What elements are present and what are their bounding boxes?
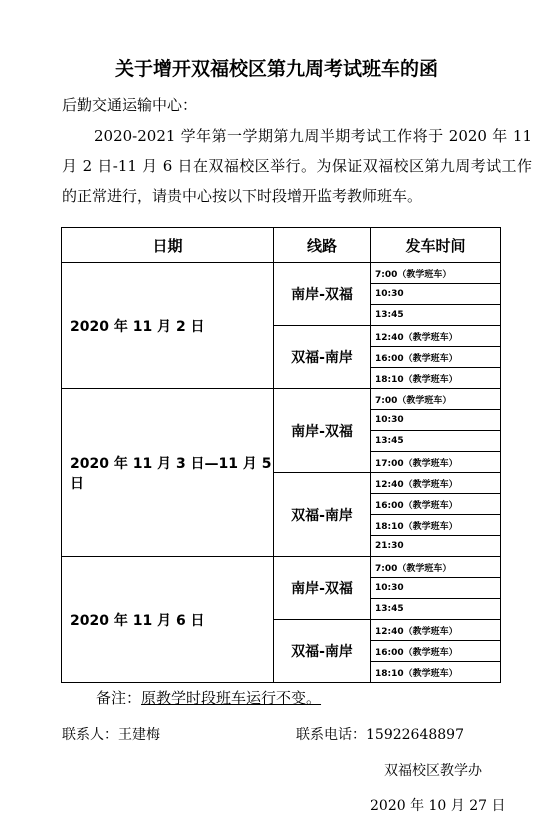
departure-time-cell: 13:45 xyxy=(371,431,501,452)
departure-time-cell: 16:00（教学班车） xyxy=(371,347,501,368)
table-row xyxy=(62,389,501,410)
schedule-table xyxy=(61,227,501,683)
table-row xyxy=(62,557,501,578)
header-date: 日期 xyxy=(62,228,274,263)
departure-time-cell: 7:00（教学班车） xyxy=(371,263,501,284)
body-text: 2020-2021 学年第一学期第九周半期考试工作将于 2020 年 11 月 2 日-11 月 6 日在双福校区举行。为保证双福校区第九周考试工作的正常进行，请贵中心按以下时段增开监考教师班车。 xyxy=(62,127,532,205)
note-text: 原教学时段班车运行不变。 xyxy=(141,689,322,707)
departure-time-cell: 21:30 xyxy=(371,536,501,557)
addressee: 后勤交通运输中心： xyxy=(62,96,198,114)
date-cell: 2020 年 11 月 3 日—11 月 5 日 xyxy=(62,389,274,557)
contact-phone: 联系电话：15922648897 xyxy=(296,727,464,743)
route-cell: 双福-南岸 xyxy=(274,473,371,557)
schedule-body xyxy=(62,263,501,683)
body-paragraph xyxy=(62,121,532,211)
date-cell: 2020 年 11 月 2 日 xyxy=(62,263,274,389)
departure-time-cell: 10:30 xyxy=(371,410,501,431)
departure-time-cell: 18:10（教学班车） xyxy=(371,515,501,536)
route-cell: 双福-南岸 xyxy=(274,620,371,683)
route-cell: 南岸-双福 xyxy=(274,389,371,473)
route-cell: 双福-南岸 xyxy=(274,326,371,389)
departure-time-cell: 12:40（教学班车） xyxy=(371,326,501,347)
date-cell: 2020 年 11 月 6 日 xyxy=(62,557,274,683)
route-cell: 南岸-双福 xyxy=(274,263,371,326)
note-label: 备注： xyxy=(96,689,142,707)
sign-date: 2020 年 10 月 27 日 xyxy=(370,798,506,814)
departure-time-cell: 10:30 xyxy=(371,284,501,305)
route-cell: 南岸-双福 xyxy=(274,557,371,620)
header-route: 线路 xyxy=(274,228,371,263)
contact-person: 联系人：王建梅 xyxy=(62,727,160,743)
departure-time-cell: 10:30 xyxy=(371,578,501,599)
departure-time-cell: 13:45 xyxy=(371,305,501,326)
departure-time-cell: 16:00（教学班车） xyxy=(371,494,501,515)
table-header-row xyxy=(62,228,501,263)
document-title: 关于增开双福校区第九周考试班车的函 xyxy=(114,58,438,80)
departure-time-cell: 17:00（教学班车） xyxy=(371,452,501,473)
departure-time-cell: 12:40（教学班车） xyxy=(371,473,501,494)
departure-time-cell: 7:00（教学班车） xyxy=(371,557,501,578)
issuing-office: 双福校区教学办 xyxy=(384,763,482,779)
departure-time-cell: 18:10（教学班车） xyxy=(371,368,501,389)
departure-time-cell: 16:00（教学班车） xyxy=(371,641,501,662)
departure-time-cell: 13:45 xyxy=(371,599,501,620)
departure-time-cell: 12:40（教学班车） xyxy=(371,620,501,641)
header-departure-time: 发车时间 xyxy=(371,228,501,263)
departure-time-cell: 18:10（教学班车） xyxy=(371,662,501,683)
note xyxy=(96,687,321,708)
table-row xyxy=(62,263,501,284)
departure-time-cell: 7:00（教学班车） xyxy=(371,389,501,410)
